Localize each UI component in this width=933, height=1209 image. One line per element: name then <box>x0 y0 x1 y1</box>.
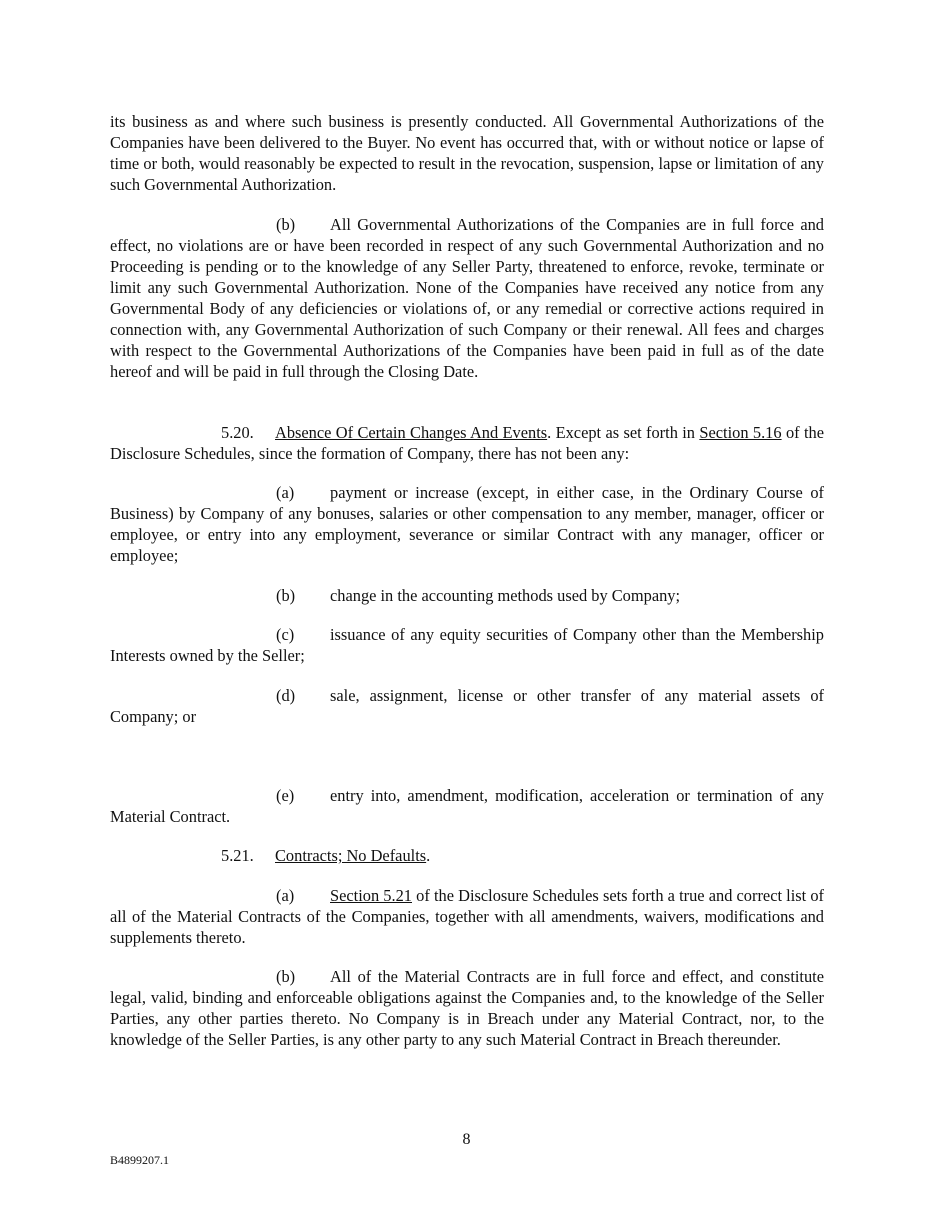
paragraph-5-20-a <box>110 482 824 566</box>
paragraph-text: of the Disclosure Schedules sets forth a true and correct list of all of the Material Contracts of the Companies, together with all amendments, waivers, modifications and supplements thereto. <box>110 886 824 947</box>
section-5-20-heading <box>110 422 824 464</box>
section-reference: Section 5.21 <box>330 886 412 905</box>
paragraph-5-19-b <box>110 214 824 382</box>
paragraph-text: All Governmental Authorizations of the Companies are in full force and effect, no violations are or have been recorded in respect of any such Governmental Authorization and no Proceeding is pending or to the knowledge of any Seller Party, threatened to enforce, revoke, terminate or limit any such Governmental Authorization. None of the Companies have received any notice from any Governmental Body of any deficiencies or violations of, or any remedial or corrective actions required in connection with, any Governmental Authorization of such Company or their renewal. All fees and charges with respect to the Governmental Authorizations of the Companies have been paid in full as of the date hereof and will be paid in full through the Closing Date. <box>110 215 824 381</box>
paragraph-text: payment or increase (except, in either case, in the Ordinary Course of Business) by Company of any bonuses, salaries or other compensation to any member, manager, officer or employee, or entry into any employment, severance or similar Contract with any manager, officer or employee; <box>110 483 824 565</box>
paragraph-label: (b) <box>276 215 296 234</box>
paragraph-text: change in the accounting methods used by Company; <box>330 586 681 605</box>
paragraph-label: (d) <box>276 686 296 705</box>
paragraph-5-20-e <box>110 785 824 827</box>
intro-paragraph <box>110 111 824 195</box>
paragraph-label: (b) <box>276 967 296 986</box>
section-reference: Section 5.16 <box>699 423 782 442</box>
section-intro-text: of the Disclosure Schedules, since the formation of Company, there has not been any: <box>110 423 824 463</box>
paragraph-5-20-c <box>110 624 824 666</box>
section-title-punct: . Except as set forth in <box>547 423 695 442</box>
paragraph-5-21-a <box>110 885 824 948</box>
paragraph-text: entry into, amendment, modification, acceleration or termination of any Material Contract. <box>110 786 824 826</box>
paragraph-label: (a) <box>276 483 295 502</box>
page-number: 8 <box>462 1131 471 1148</box>
paragraph-5-20-d <box>110 685 824 727</box>
section-title: Contracts; No Defaults <box>275 846 427 865</box>
section-number: 5.21. <box>221 846 254 865</box>
paragraph-5-21-b <box>110 966 824 1050</box>
paragraph-label: (a) <box>276 886 295 905</box>
section-title-punct: . <box>426 846 431 865</box>
paragraph-label: (e) <box>276 786 295 805</box>
section-title: Absence Of Certain Changes And Events <box>275 423 548 442</box>
paragraph-label: (c) <box>276 625 295 644</box>
paragraph-5-20-b <box>110 585 824 606</box>
intro-text: its business as and where such business is presently conducted. All Governmental Authorizations of the Companies have been delivered to the Buyer. No event has occurred that, with or without notice or lapse of time or both, would reasonably be expected to result in the revocation, suspension, lapse or limitation of any such Governmental Authorization. <box>110 112 824 194</box>
paragraph-text: All of the Material Contracts are in full force and effect, and constitute legal, valid, binding and enforceable obligations against the Companies and, to the knowledge of the Seller Parties, any other parties thereto. No Company is in Breach under any Material Contract, nor, to the knowledge of the Seller Parties, is any other party to any such Material Contract in Breach thereunder. <box>110 967 824 1049</box>
paragraph-text: sale, assignment, license or other transfer of any material assets of Company; or <box>110 686 824 726</box>
paragraph-text: issuance of any equity securities of Company other than the Membership Interests owned by the Seller; <box>110 625 824 665</box>
paragraph-label: (b) <box>276 586 296 605</box>
section-5-21-heading <box>110 845 824 866</box>
section-number: 5.20. <box>221 423 254 442</box>
document-id: B4899207.1 <box>110 1153 170 1167</box>
